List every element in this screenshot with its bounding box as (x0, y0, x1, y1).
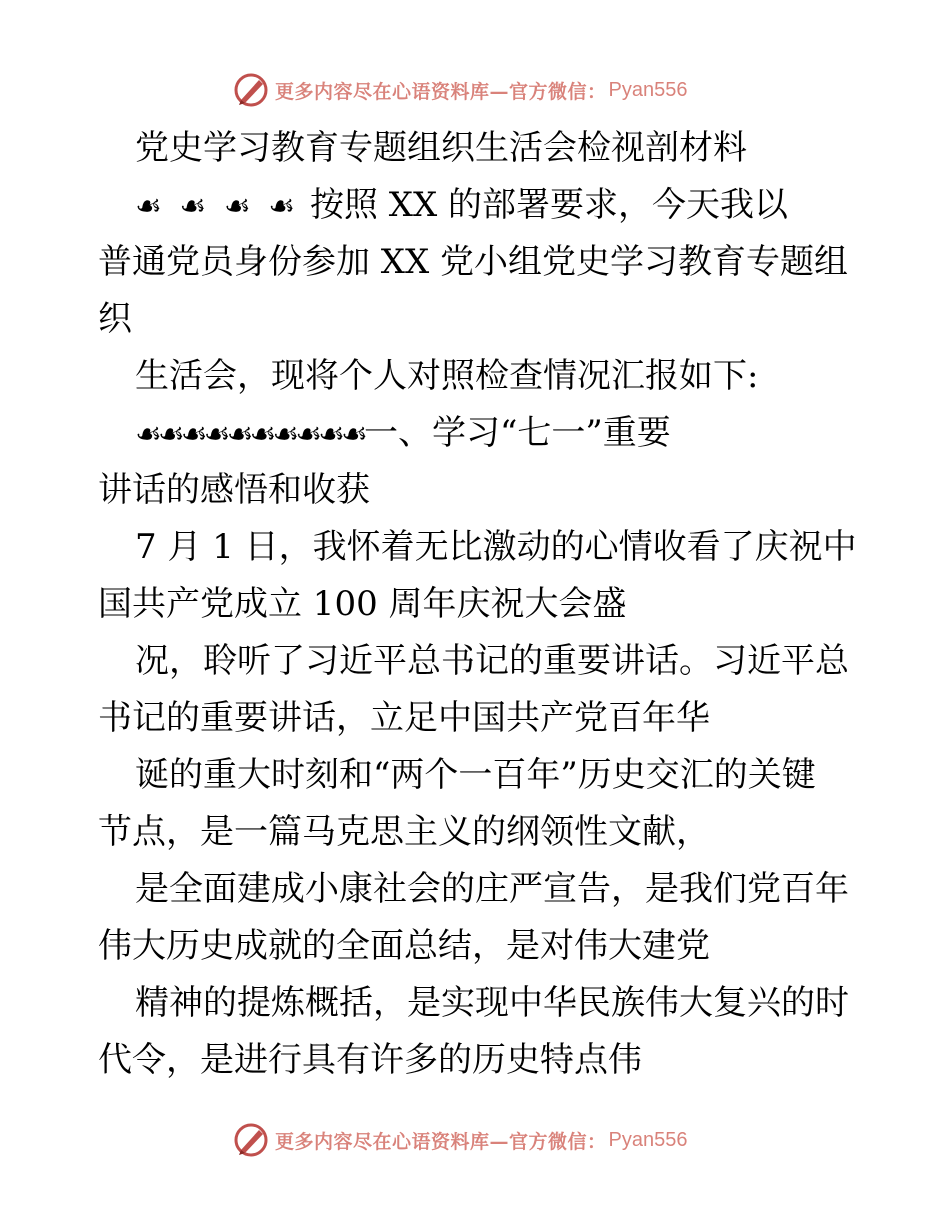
section-heading: ☙☙☙☙☙☙☙☙☙☙一、学习“七一”重要 (98, 405, 858, 462)
section-heading-line: 讲话的感悟和收获 (98, 470, 370, 510)
paragraph-line: 普通党员身份参加 XX 党小组党史学习教育专题组 (98, 242, 849, 282)
ornament-decoration: ☙☙☙☙☙☙☙☙☙☙ (135, 417, 364, 452)
paragraph-line: 精神的提炼概括，是实现中华民族伟大复兴的时 (135, 983, 849, 1023)
watermark-text: 更多内容尽在心语资料库—官方微信： (275, 1130, 607, 1153)
header-watermark (233, 70, 687, 110)
paragraph-line: 织 (98, 299, 132, 339)
paragraph-line: 节点，是一篇马克思主义的纲领性文献， (98, 812, 710, 852)
paragraph-line: 代令，是进行具有许多的历史特点伟 (98, 1040, 642, 1080)
watermark-brand: Pyan556 (608, 78, 688, 101)
paragraph-line: ☙ ☙ ☙ ☙ 按照 XX 的部署要求，今天我以 (98, 177, 858, 234)
document-body (98, 120, 858, 1089)
paragraph-line: 国共产党成立 100 周年庆祝大会盛 (98, 584, 627, 624)
watermark-brand: Pyan556 (608, 1128, 688, 1151)
paragraph-line: 书记的重要讲话，立足中国共产党百年华 (98, 698, 710, 738)
watermark-text: 更多内容尽在心语资料库—官方微信： (275, 80, 607, 103)
paragraph-line: 7 月 1 日，我怀着无比激动的心情收看了庆祝中 (135, 527, 857, 567)
paragraph-line: 是全面建成小康社会的庄严宣告，是我们党百年 (135, 869, 849, 909)
paragraph-line: 况，聆听了习近平总书记的重要讲话。习近平总 (135, 641, 849, 681)
pen-logo-icon (233, 72, 269, 108)
paragraph-line: 诞的重大时刻和“两个一百年”历史交汇的关键 (135, 755, 816, 795)
paragraph-line: 生活会，现将个人对照检查情况汇报如下: (135, 356, 759, 396)
pen-logo-icon (233, 1122, 269, 1158)
paragraph-line: 伟大历史成就的全面总结，是对伟大建党 (98, 926, 710, 966)
ornament-decoration: ☙ ☙ ☙ ☙ (135, 189, 300, 224)
footer-watermark (233, 1120, 687, 1160)
document-title: 党史学习教育专题组织生活会检视剖材料 (135, 128, 747, 168)
